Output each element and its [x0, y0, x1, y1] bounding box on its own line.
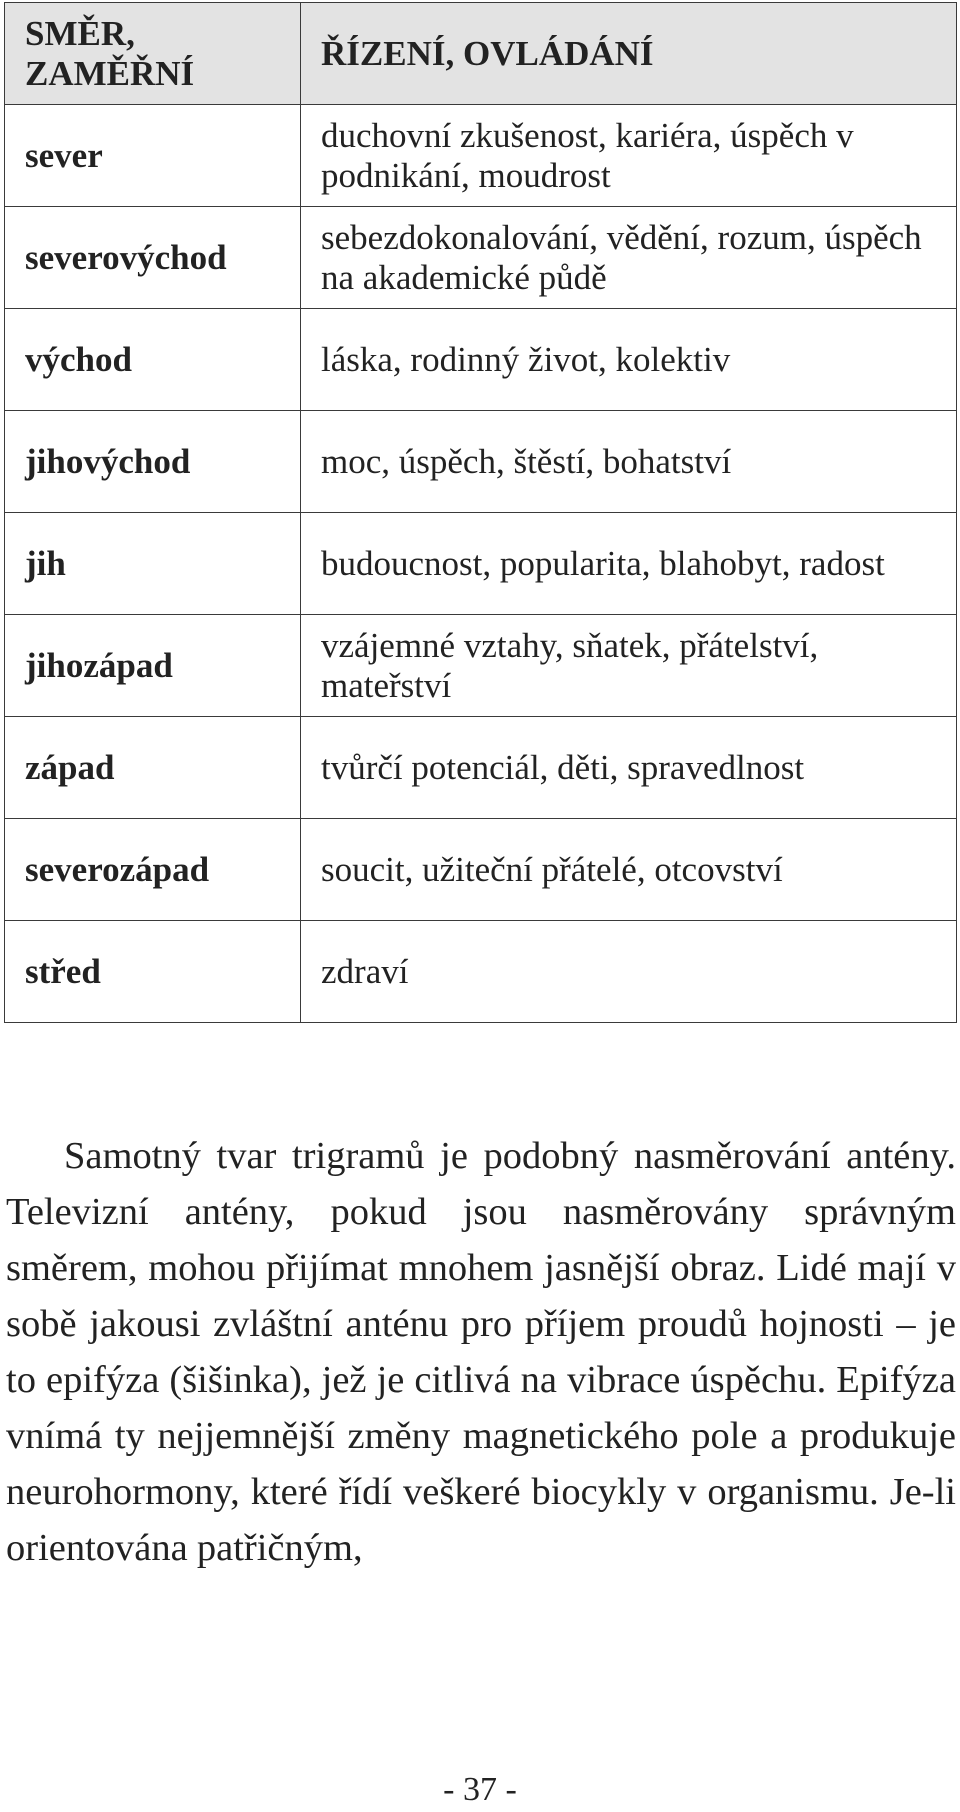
table-row — [5, 105, 957, 207]
header-direction: SMĚR, ZAMĚŘNÍ — [5, 3, 301, 105]
page-number: - 37 - — [443, 1771, 517, 1808]
direction-cell: západ — [5, 717, 301, 819]
control-cell: vzájemné vztahy, sňatek, přátelství, mateřství — [301, 615, 957, 717]
body-paragraph — [6, 1128, 956, 1576]
control-cell: láska, rodinný život, kolektiv — [301, 309, 957, 411]
control-cell: sebezdokonalování, vědění, rozum, úspěch na akademické půdě — [301, 207, 957, 309]
direction-cell: východ — [5, 309, 301, 411]
direction-cell: střed — [5, 921, 301, 1023]
direction-cell: jih — [5, 513, 301, 615]
table-row — [5, 921, 957, 1023]
control-cell: duchovní zkušenost, kariéra, úspěch v podnikání, moudrost — [301, 105, 957, 207]
table-row — [5, 309, 957, 411]
direction-cell: jihovýchod — [5, 411, 301, 513]
direction-cell: severozápad — [5, 819, 301, 921]
table-row — [5, 819, 957, 921]
control-cell: moc, úspěch, štěstí, bohatství — [301, 411, 957, 513]
table-row — [5, 513, 957, 615]
table-row — [5, 615, 957, 717]
control-cell: zdraví — [301, 921, 957, 1023]
direction-table — [4, 2, 957, 1023]
paragraph-text: Samotný tvar trigramů je podobný nasměrování antény. Televizní antény, pokud jsou nasměrovány správným směrem, mohou přijímat mnohem jasnější obraz. Lidé mají v sobě jakousi zvláštní anténu pro příjem proudů hojnosti – je to epifýza (šišinka), jež je citlivá na vibrace úspěchu. Epifýza vnímá ty nejjemnější změny magnetického pole a produkuje neurohormony, které řídí veškeré biocykly v organismu. Je-li orientována patřičným, — [6, 1135, 956, 1569]
direction-cell: jihozápad — [5, 615, 301, 717]
table-row — [5, 207, 957, 309]
direction-cell: severovýchod — [5, 207, 301, 309]
control-cell: soucit, užiteční přátelé, otcovství — [301, 819, 957, 921]
table-header-row — [5, 3, 957, 105]
table-row — [5, 411, 957, 513]
direction-cell: sever — [5, 105, 301, 207]
table-row — [5, 717, 957, 819]
control-cell: tvůrčí potenciál, děti, spravedlnost — [301, 717, 957, 819]
control-cell: budoucnost, popularita, blahobyt, radost — [301, 513, 957, 615]
header-control: ŘÍZENÍ, OVLÁDÁNÍ — [301, 3, 957, 105]
